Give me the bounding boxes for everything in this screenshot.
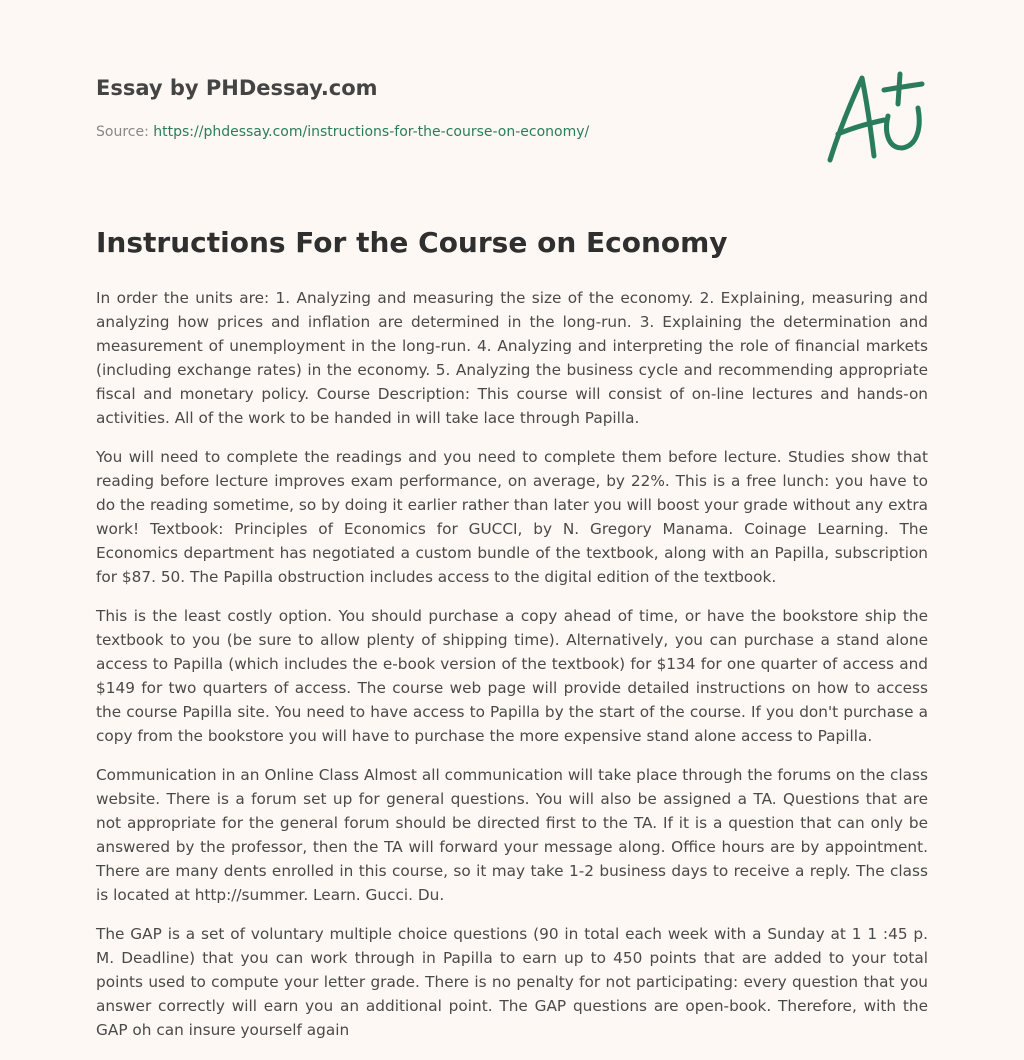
site-brand: Essay by PHDessay.com xyxy=(96,76,378,100)
article-paragraph: In order the units are: 1. Analyzing and measuring the size of the economy. 2. Explaining, measuring and analyzing how prices and inflation are determined in the long-run. 3. Explaining the determination and measurement of unemployment in the long-run. 4. Analyzing and interpreting the role of financial markets (including exchange rates) in the economy. 5. Analyzing the business cycle and recommending appropriate fiscal and monetary policy. Course Description: This course will consist of on-line lectures and hands-on activities. All of the work to be handed in will take lace through Papilla. xyxy=(96,289,928,427)
source-link[interactable]: https://phdessay.com/instructions-for-the-course-on-economy/ xyxy=(153,124,590,140)
article-title: Instructions For the Course on Economy xyxy=(96,226,728,259)
article-paragraph: This is the least costly option. You should purchase a copy ahead of time, or have the bookstore ship the textbook to you (be sure to allow plenty of shipping time). Alternatively, you can purchase a stand alone access to Papilla (which includes the e-book version of the textbook) for $134 for one quarter of access and $149 for two quarters of access. The course web page will provide detailed instructions on how to access the course Papilla site. You need to have access to Papilla by the start of the course. If you don't purchase a copy from the bookstore you will have to purchase the more expensive stand alone access to Papilla. xyxy=(96,607,928,745)
source-line xyxy=(96,124,589,140)
article-body xyxy=(96,286,928,1057)
article-paragraph: The GAP is a set of voluntary multiple choice questions (90 in total each week with a Sunday at 1 1 :45 p. M. Deadline) that you can work through in Papilla to earn up to 450 points that are added to your total points used to compute your letter grade. There is no penalty for not participating: every question that you answer correctly will earn you an additional point. The GAP questions are open-book. Therefore, with the GAP oh can insure yourself again xyxy=(96,925,928,1039)
a-plus-grade-icon xyxy=(818,68,928,168)
source-label: Source: xyxy=(96,124,149,140)
article-paragraph: You will need to complete the readings and you need to complete them before lecture. Studies show that reading before lecture improves exam performance, on average, by 22%. This is a free lunch: you have to do the reading sometime, so by doing it earlier rather than later you will boost your grade without any extra work! Textbook: Principles of Economics for GUCCI, by N. Gregory Manama. Coinage Learning. The Economics department has negotiated a custom bundle of the textbook, along with an Papilla, subscription for $87. 50. The Papilla obstruction includes access to the digital edition of the textbook. xyxy=(96,448,928,586)
article-paragraph: Communication in an Online Class Almost all communication will take place through the forums on the class website. There is a forum set up for general questions. You will also be assigned a TA. Questions that are not appropriate for the general forum should be directed first to the TA. If it is a question that can only be answered by the professor, then the TA will forward your message along. Office hours are by appointment. There are many dents enrolled in this course, so it may take 1-2 business days to receive a reply. The class is located at http://summer. Learn. Gucci. Du. xyxy=(96,766,928,904)
